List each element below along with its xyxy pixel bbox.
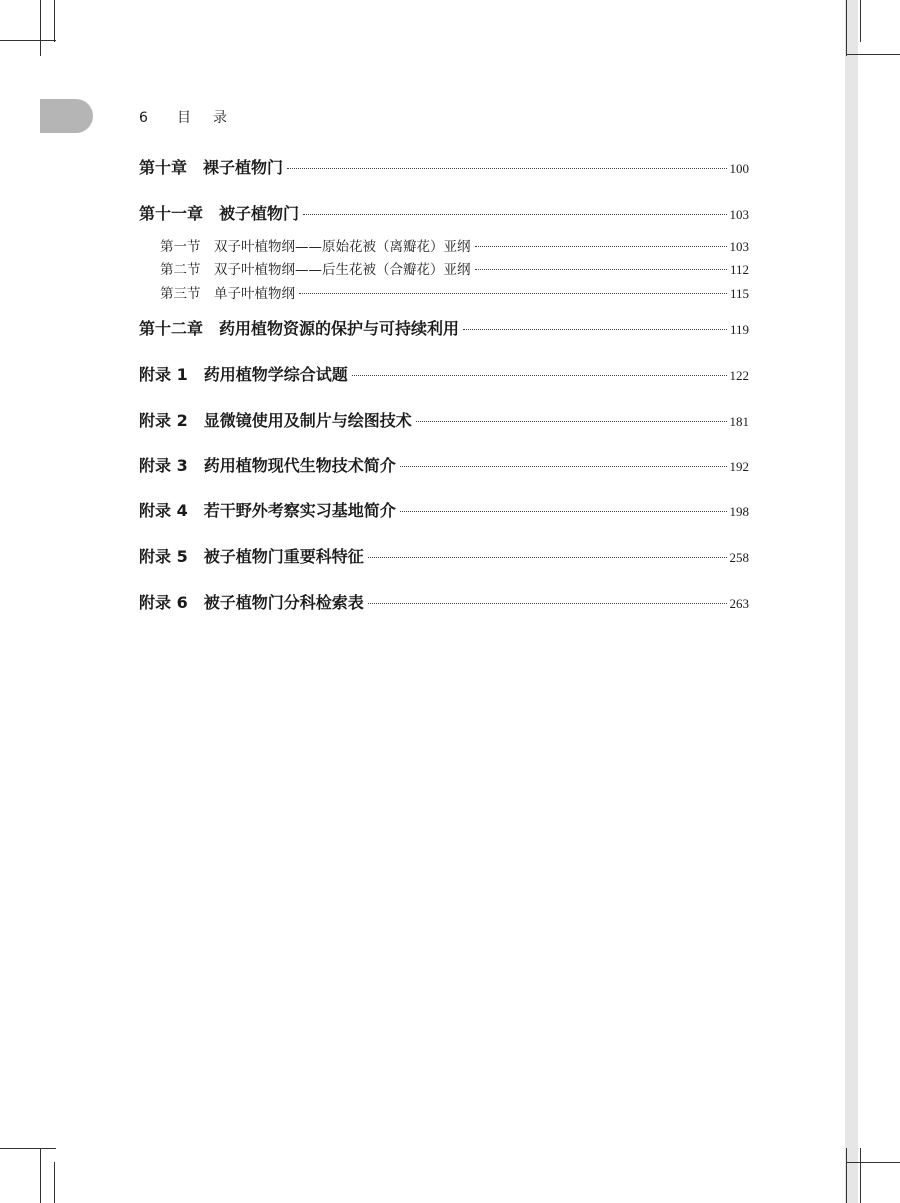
crop-mark-tr-v2	[860, 0, 861, 42]
crop-mark-br-v2	[860, 1148, 861, 1203]
crop-mark-br-v	[846, 1148, 847, 1203]
toc-leader-dots	[287, 167, 726, 169]
toc-entry	[139, 590, 749, 613]
toc-leader-dots	[400, 465, 727, 467]
toc-entry-page: 103	[729, 207, 749, 222]
toc-entry-page: 263	[729, 596, 749, 611]
toc-entry-label: 第十一章 被子植物门	[139, 204, 300, 223]
toc-entry	[160, 235, 749, 255]
toc-leader-dots	[463, 328, 727, 330]
crop-mark-tr-h	[846, 54, 900, 55]
toc-entry-page: 181	[729, 414, 749, 429]
toc-entry	[139, 201, 749, 224]
toc-leader-dots	[352, 374, 727, 376]
toc-entry-page: 198	[729, 504, 749, 519]
crop-mark-br-h	[846, 1162, 900, 1163]
toc-entry-page: 115	[729, 286, 749, 301]
toc-entry-label: 附录 2 显微镜使用及制片与绘图技术	[139, 411, 412, 430]
toc-entry	[139, 362, 749, 385]
toc-leader-dots	[416, 420, 727, 422]
chapter-tab-marker	[40, 99, 93, 133]
toc-entry-label: 附录 3 药用植物现代生物技术简介	[139, 456, 396, 475]
toc-entry	[139, 155, 749, 178]
toc-entry-page: 119	[729, 322, 749, 337]
toc-entry	[160, 258, 749, 278]
toc-entry-label: 附录 1 药用植物学综合试题	[139, 365, 348, 384]
toc-entry-page: 103	[729, 239, 749, 254]
toc-entry-label: 第三节 单子叶植物纲	[160, 286, 295, 302]
crop-mark-tl-v2	[54, 0, 55, 42]
toc-entry	[139, 498, 749, 521]
toc-entry-label: 附录 6 被子植物门分科检索表	[139, 593, 364, 612]
crop-mark-tl-h	[0, 40, 56, 41]
toc-entry-label: 附录 5 被子植物门重要科特征	[139, 547, 364, 566]
toc-leader-dots	[368, 602, 727, 604]
toc-entry-page: 192	[729, 459, 749, 474]
toc-entry-label: 第二节 双子叶植物纲——后生花被（合瓣花）亚纲	[160, 262, 471, 278]
toc-leader-dots	[303, 213, 726, 215]
crop-mark-bl-v2	[54, 1162, 55, 1203]
toc-leader-dots	[400, 510, 727, 512]
toc-leader-dots	[475, 245, 727, 247]
page-number: 6	[139, 110, 148, 126]
toc-leader-dots	[368, 556, 727, 558]
crop-mark-bl-h	[0, 1148, 56, 1149]
toc-entry	[160, 282, 749, 302]
toc-entry-label: 第一节 双子叶植物纲——原始花被（离瓣花）亚纲	[160, 239, 471, 255]
toc-entry-label: 第十二章 药用植物资源的保护与可持续利用	[139, 319, 460, 338]
toc-entry	[139, 316, 749, 339]
toc-entry-page: 258	[729, 550, 749, 565]
toc-entry-page: 122	[729, 368, 749, 383]
toc-leader-dots	[475, 268, 727, 270]
crop-mark-tr-v	[846, 0, 847, 56]
toc-entry	[139, 408, 749, 431]
crop-mark-tl-v	[40, 0, 41, 56]
toc-entry-label: 第十章 裸子植物门	[139, 158, 284, 177]
page-edge-strip	[845, 0, 858, 1203]
toc-entry-page: 100	[729, 161, 749, 176]
toc-leader-dots	[299, 292, 727, 294]
toc-entry-label: 附录 4 若干野外考察实习基地简介	[139, 501, 396, 520]
header-title: 目录	[177, 110, 249, 126]
toc-entry	[139, 544, 749, 567]
running-header	[139, 107, 249, 127]
toc-entry	[139, 453, 749, 476]
toc-entry-page: 112	[729, 262, 749, 277]
crop-mark-bl-v	[40, 1148, 41, 1203]
